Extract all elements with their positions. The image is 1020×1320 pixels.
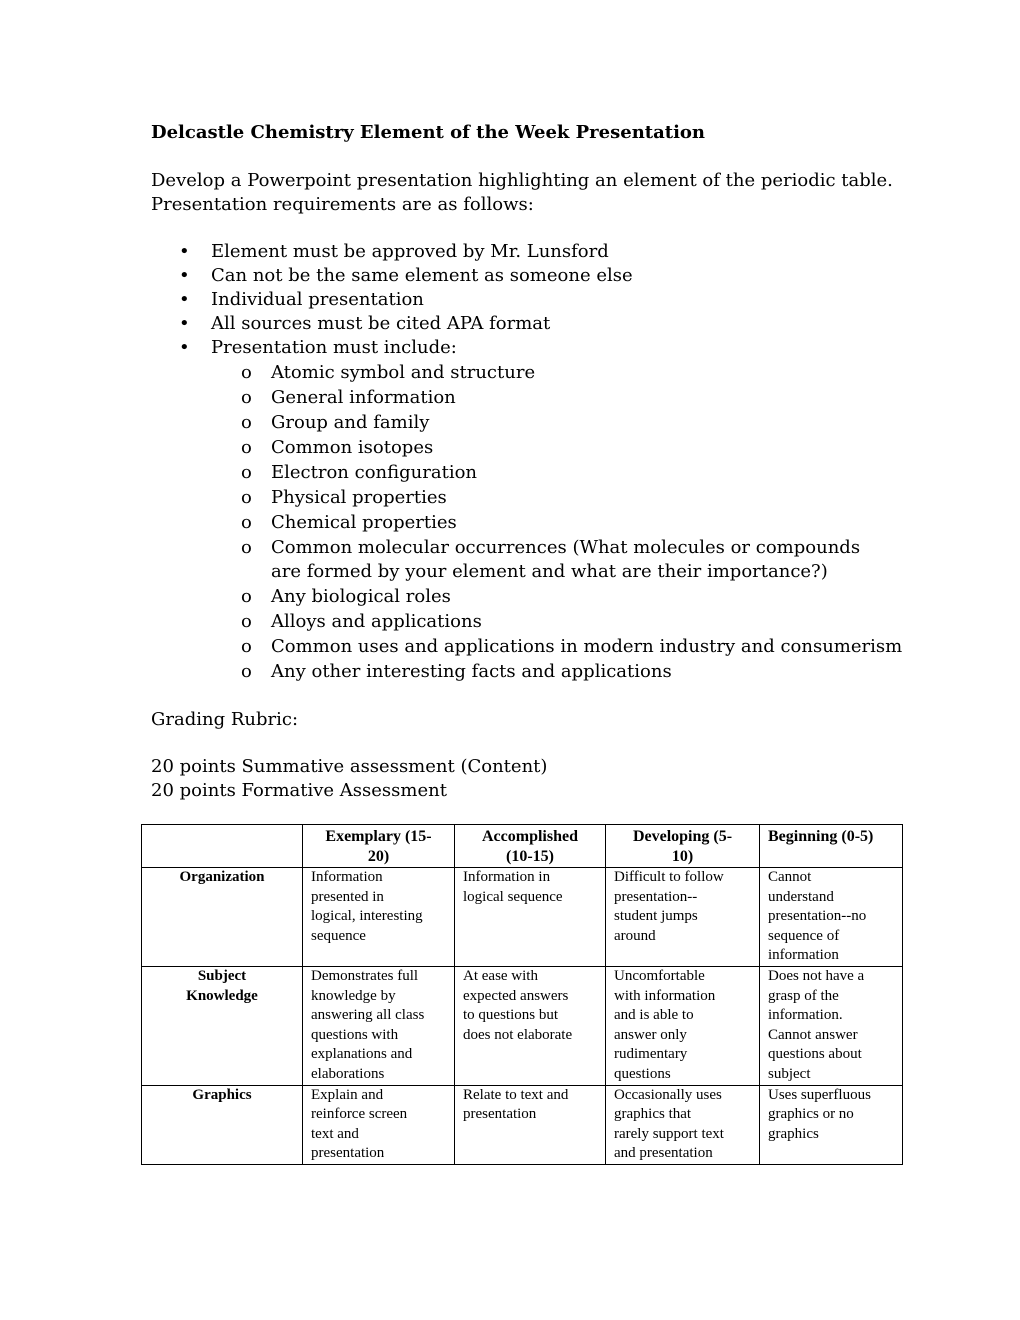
sub-bullet-icon: o — [241, 362, 252, 383]
rubric-criterion: Graphics — [142, 1085, 303, 1164]
summative-points: 20 points Summative assessment (Content) — [151, 756, 548, 777]
rubric-header-criterion — [142, 825, 303, 868]
requirement-item — [151, 336, 911, 360]
include-item-text: Physical properties — [271, 487, 447, 508]
bullet-icon: • — [179, 313, 190, 334]
include-item — [151, 411, 911, 435]
requirements-list — [151, 240, 911, 360]
requirement-item — [151, 312, 911, 336]
rubric-cell: Information presented in logical, interesting sequence — [303, 868, 455, 967]
include-item-text: Common uses and applications in modern industry and consumerism — [271, 636, 903, 657]
include-item — [151, 361, 911, 385]
rubric-cell: Cannot understand presentation--no sequence of information — [760, 868, 903, 967]
include-item — [151, 486, 911, 510]
include-item — [151, 635, 911, 659]
rubric-cell: At ease with expected answers to questions but does not elaborate — [455, 966, 606, 1085]
include-item — [151, 461, 911, 485]
rubric-criterion: Organization — [142, 868, 303, 967]
requirement-text: Can not be the same element as someone else — [211, 265, 633, 286]
include-item-text: General information — [271, 387, 456, 408]
sub-bullet-icon: o — [241, 661, 252, 682]
rubric-row-organization — [142, 868, 903, 967]
intro-paragraph — [151, 169, 911, 217]
rubric-header-row — [142, 825, 903, 868]
requirement-item — [151, 240, 911, 264]
rubric-row-subject-knowledge — [142, 966, 903, 1085]
formative-points: 20 points Formative Assessment — [151, 780, 447, 801]
rubric-cell: Information in logical sequence — [455, 868, 606, 967]
include-item-text: Common isotopes — [271, 437, 434, 458]
requirement-text: Element must be approved by Mr. Lunsford — [211, 241, 609, 262]
rubric-cell: Uncomfortable with information and is able to answer only rudimentary questions — [606, 966, 760, 1085]
include-item-text: Any other interesting facts and applications — [271, 661, 672, 682]
include-item-text: Electron configuration — [271, 462, 478, 483]
include-item — [151, 386, 911, 410]
sub-bullet-icon: o — [241, 636, 252, 657]
sub-bullet-icon: o — [241, 537, 252, 558]
bullet-icon: • — [179, 289, 190, 310]
rubric-row-graphics — [142, 1085, 903, 1164]
include-item-text: Alloys and applications — [271, 611, 482, 632]
rubric-cell: Difficult to follow presentation-- student jumps around — [606, 868, 760, 967]
rubric-cell: Uses superfluous graphics or no graphics — [760, 1085, 903, 1164]
include-item-text: Group and family — [271, 412, 430, 433]
rubric-header-accomplished: Accomplished (10-15) — [455, 825, 606, 868]
sub-bullet-icon: o — [241, 437, 252, 458]
rubric-cell: Occasionally uses graphics that rarely support text and presentation — [606, 1085, 760, 1164]
points-summary — [151, 755, 547, 803]
rubric-cell: Relate to text and presentation — [455, 1085, 606, 1164]
requirement-text: Individual presentation — [211, 289, 424, 310]
intro-line-2: Presentation requirements are as follows: — [151, 194, 534, 215]
rubric-cell: Demonstrates full knowledge by answering all class questions with explanations and elaborations — [303, 966, 455, 1085]
include-item — [151, 511, 911, 535]
sub-bullet-icon: o — [241, 586, 252, 607]
rubric-criterion: Subject Knowledge — [142, 966, 303, 1085]
include-item — [151, 610, 911, 634]
sub-bullet-icon: o — [241, 487, 252, 508]
rubric-cell: Explain and reinforce screen text and presentation — [303, 1085, 455, 1164]
requirement-item — [151, 288, 911, 312]
sub-bullet-icon: o — [241, 462, 252, 483]
include-item — [151, 585, 911, 609]
include-item — [151, 536, 891, 584]
include-item-text: Atomic symbol and structure — [271, 362, 536, 383]
include-item-text: Common molecular occurrences (What molecules or compounds are formed by your element and what are their importance?) — [271, 537, 861, 582]
grading-rubric-heading: Grading Rubric: — [151, 709, 299, 730]
bullet-icon: • — [179, 265, 190, 286]
rubric-cell: Does not have a grasp of the information. Cannot answer questions about subject — [760, 966, 903, 1085]
include-item-text: Chemical properties — [271, 512, 457, 533]
include-item — [151, 436, 911, 460]
bullet-icon: • — [179, 241, 190, 262]
sub-bullet-icon: o — [241, 611, 252, 632]
include-item-text: Any biological roles — [271, 586, 451, 607]
rubric-header-beginning: Beginning (0-5) — [760, 825, 903, 868]
sub-bullet-icon: o — [241, 412, 252, 433]
grading-rubric-table — [141, 824, 903, 1165]
requirement-text: Presentation must include: — [211, 337, 457, 358]
document-title: Delcastle Chemistry Element of the Week Presentation — [151, 122, 706, 143]
rubric-header-developing: Developing (5- 10) — [606, 825, 760, 868]
sub-bullet-icon: o — [241, 387, 252, 408]
rubric-header-exemplary: Exemplary (15- 20) — [303, 825, 455, 868]
requirement-item — [151, 264, 911, 288]
sub-bullet-icon: o — [241, 512, 252, 533]
requirement-text: All sources must be cited APA format — [211, 313, 551, 334]
include-items-list — [151, 361, 911, 685]
bullet-icon: • — [179, 337, 190, 358]
include-item — [151, 660, 911, 684]
intro-line-1: Develop a Powerpoint presentation highlighting an element of the periodic table. — [151, 170, 893, 191]
